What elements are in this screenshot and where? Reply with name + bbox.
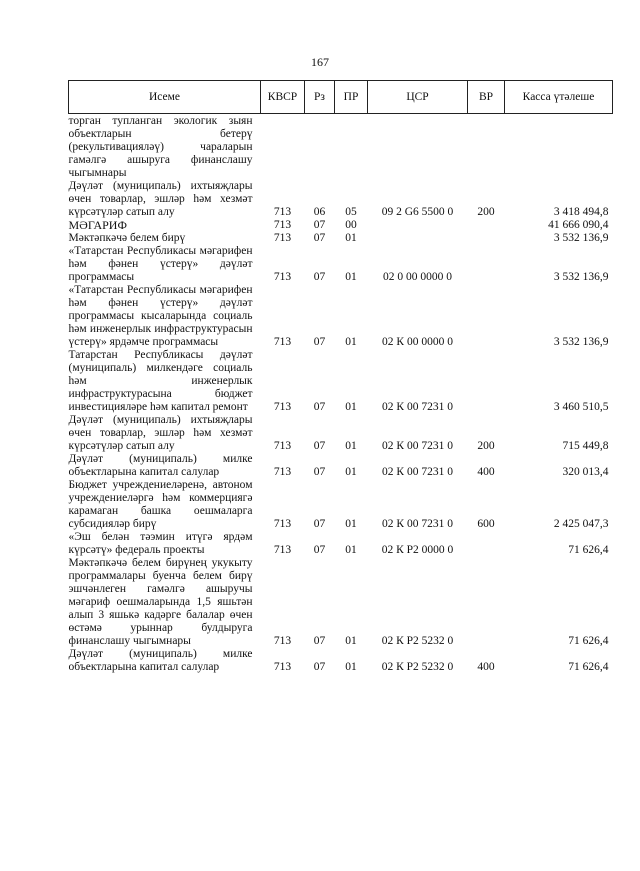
- row-name: «Татарстан Республикасы мәгарифен һәм фәнен үстерү» дәүләт программасы кысаларында социаль һәм инженерлык инфраструктурасын үстерү» ярдәмче программасы: [68, 284, 253, 348]
- row-amount: 320 013,4: [562, 466, 609, 478]
- row-pr: 01: [345, 518, 357, 530]
- row-pr: 01: [345, 635, 357, 647]
- header-kvsr: КВСР: [261, 81, 305, 114]
- row-rz: 07: [313, 661, 326, 673]
- row-csr: 09 2 G6 5500 0: [381, 206, 454, 218]
- row-name: МӘГАРИФ: [68, 218, 127, 232]
- row-kvsr: [261, 114, 305, 181]
- row-vr: [468, 557, 505, 648]
- row-pr: 00: [345, 219, 357, 231]
- row-csr: 02 К Р2 0000 0: [381, 544, 454, 556]
- table-row: [69, 453, 613, 479]
- row-kvsr: 713: [273, 466, 292, 478]
- row-rz: 07: [313, 635, 326, 647]
- header-name: Исеме: [69, 81, 261, 114]
- row-vr: 400: [477, 466, 495, 478]
- row-vr: [468, 232, 505, 245]
- header-pr: ПР: [335, 81, 368, 114]
- row-kvsr: 713: [273, 206, 292, 218]
- row-amount: 3 532 136,9: [553, 232, 609, 244]
- table-row: [69, 414, 613, 453]
- row-rz: 07: [313, 401, 326, 413]
- table-row: [69, 284, 613, 349]
- row-rz: 07: [313, 544, 326, 556]
- table-header-row: [69, 81, 613, 114]
- row-pr: 01: [345, 401, 357, 413]
- row-kvsr: 713: [273, 544, 292, 556]
- row-pr: 01: [345, 661, 357, 673]
- row-amount: [505, 114, 613, 181]
- row-kvsr: 713: [273, 271, 292, 283]
- row-csr: 02 К Р2 5232 0: [381, 661, 454, 673]
- row-kvsr: 713: [273, 440, 292, 452]
- row-amount: 3 532 136,9: [553, 271, 609, 283]
- row-csr: 02 К 00 7231 0: [382, 440, 453, 452]
- row-amount: 3 418 494,8: [553, 206, 609, 218]
- row-kvsr: 713: [273, 401, 292, 413]
- row-vr: [468, 349, 505, 414]
- row-name: торган тупланган экологик зыян объектларын бетерү (рекультивацияләү) чараларын гамәлгә ашыруга финанслашу чыгымнары: [68, 115, 253, 179]
- row-pr: 01: [345, 336, 357, 348]
- header-vr: ВР: [468, 81, 505, 114]
- table-row: [69, 245, 613, 284]
- row-rz: 07: [313, 440, 326, 452]
- table-row: [69, 531, 613, 557]
- table-row: [69, 479, 613, 531]
- row-rz: 06: [313, 206, 326, 218]
- row-kvsr: 713: [273, 219, 292, 231]
- row-amount: 715 449,8: [562, 440, 609, 452]
- row-rz: 07: [313, 219, 326, 231]
- row-kvsr: 713: [273, 232, 292, 244]
- row-name: «Татарстан Республикасы мәгарифен һәм фәнен үстерү» дәүләт программасы: [68, 245, 253, 283]
- row-amount: 41 666 090,4: [548, 219, 609, 231]
- row-pr: 01: [345, 232, 357, 244]
- row-amount: 3 460 510,5: [553, 401, 609, 413]
- row-amount: 71 626,4: [568, 544, 609, 556]
- row-vr: [468, 114, 505, 181]
- row-name: Дәүләт (муниципаль) ихтыяҗлары өчен товарлар, эшләр һәм хезмәт күрсәтүләр сатып алу: [68, 414, 253, 452]
- row-name: Дәүләт (муниципаль) ихтыяҗлары өчен товарлар, эшләр һәм хезмәт күрсәтүләр сатып алу: [68, 180, 253, 218]
- row-name: Дәүләт (муниципаль) милке объектларына капитал салулар: [68, 648, 253, 673]
- row-name: «Эш белән тәэмин итүгә ярдәм күрсәтү» федераль проекты: [68, 531, 253, 556]
- row-kvsr: 713: [273, 518, 292, 530]
- row-kvsr: 713: [273, 336, 292, 348]
- row-csr: 02 0 00 0000 0: [383, 271, 452, 283]
- table-row: [69, 349, 613, 414]
- row-csr: [368, 219, 468, 232]
- row-rz: 07: [313, 336, 326, 348]
- row-vr: 400: [477, 661, 495, 673]
- row-vr: 200: [477, 440, 495, 452]
- table-row: [69, 232, 613, 245]
- row-pr: 01: [345, 466, 357, 478]
- row-amount: 3 532 136,9: [553, 336, 609, 348]
- row-name: Дәүләт (муниципаль) милке объектларына капитал салулар: [68, 453, 253, 478]
- row-pr: 01: [345, 440, 357, 452]
- row-pr: 01: [345, 271, 357, 283]
- row-vr: [468, 531, 505, 557]
- row-rz: 07: [313, 518, 326, 530]
- row-amount: 71 626,4: [568, 635, 609, 647]
- row-name: Мәктәпкәчә белем бирү: [68, 232, 186, 244]
- page-number: 167: [311, 55, 329, 69]
- budget-table: [68, 80, 613, 674]
- row-rz: 07: [313, 466, 326, 478]
- row-vr: [468, 284, 505, 349]
- row-vr: 600: [477, 518, 495, 530]
- row-name: Бюджет учреждениеләренә, автоном учреждениеләргә һәм коммерциягә карамаган башка оешмаларга субсидияләр бирү: [68, 479, 253, 530]
- table-row: [69, 219, 613, 232]
- row-csr: 02 К 00 0000 0: [382, 336, 453, 348]
- row-pr: [335, 114, 368, 181]
- row-csr: [368, 114, 468, 181]
- row-vr: 200: [477, 206, 495, 218]
- row-kvsr: 713: [273, 635, 292, 647]
- row-csr: 02 К 00 7231 0: [382, 518, 453, 530]
- header-csr: ЦСР: [368, 81, 468, 114]
- table-row: [69, 114, 613, 181]
- row-rz: [305, 114, 335, 181]
- row-name: Татарстан Республикасы дәүләт (муниципаль) милкендәге социаль һәм инженерлык инфраструктурасына бюджет инвестицияләре һәм капитал ремонт: [68, 349, 253, 413]
- row-csr: 02 К 00 7231 0: [382, 466, 453, 478]
- table-row: [69, 557, 613, 648]
- row-amount: 71 626,4: [568, 661, 609, 673]
- row-csr: 02 К 00 7231 0: [382, 401, 453, 413]
- row-pr: 01: [345, 544, 357, 556]
- row-amount: 2 425 047,3: [553, 518, 609, 530]
- row-vr: [468, 219, 505, 232]
- row-name: Мәктәпкәчә белем бирүнең укукыту программалары буенча белем бирү эшчәнлеген гамәлгә ашыручы мәгариф оешмаларында 1,5 яшьтән алып 3 яшькә кадәрге балалар өчен өстәмә урыннар булдыруга финанслашу чыгымнары: [68, 557, 253, 647]
- row-csr: 02 К Р2 5232 0: [381, 635, 454, 647]
- row-kvsr: 713: [273, 661, 292, 673]
- row-rz: 07: [313, 232, 326, 244]
- row-vr: [468, 245, 505, 284]
- row-csr: [368, 232, 468, 245]
- table-row: [69, 648, 613, 674]
- table-row: [69, 180, 613, 219]
- header-amount: Касса үтәлеше: [505, 81, 613, 114]
- header-rz: Рз: [305, 81, 335, 114]
- row-pr: 05: [345, 206, 357, 218]
- row-rz: 07: [313, 271, 326, 283]
